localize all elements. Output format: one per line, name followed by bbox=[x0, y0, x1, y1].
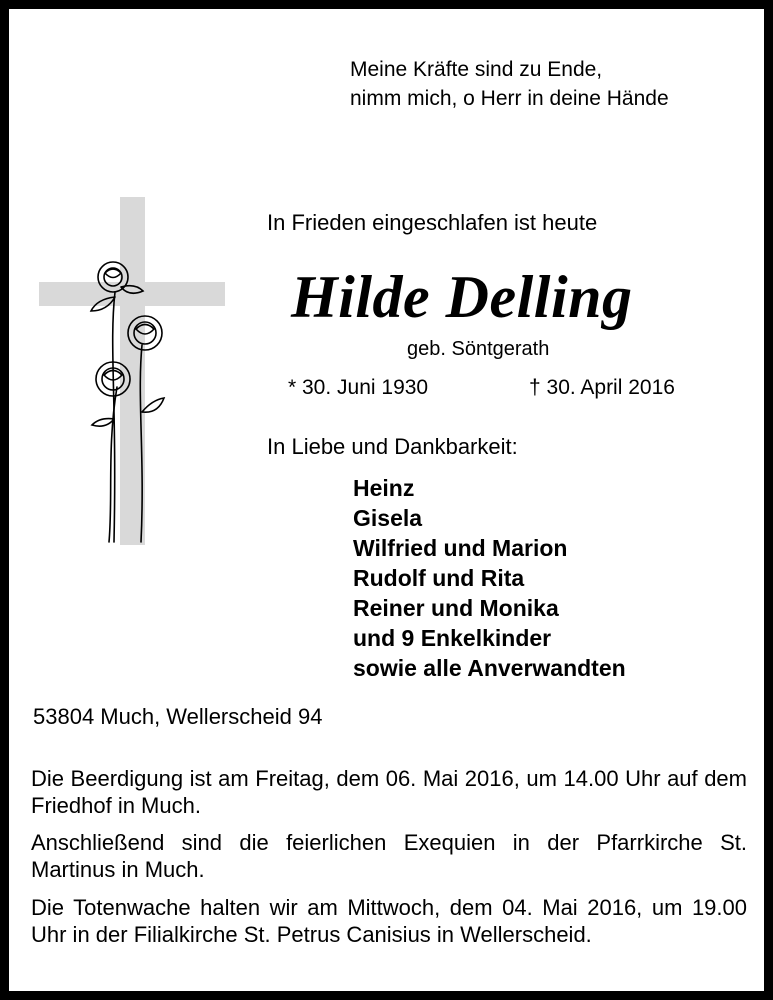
mourner: Reiner und Monika bbox=[353, 595, 559, 621]
maiden-name: geb. Söntgerath bbox=[407, 338, 550, 360]
mourner: sowie alle Anverwandten bbox=[353, 655, 626, 681]
mourner: Wilfried und Marion bbox=[353, 535, 568, 561]
mourners-list bbox=[353, 473, 626, 683]
verse-line-1: Meine Kräfte sind zu Ende, bbox=[350, 58, 603, 81]
vigil-paragraph: Die Totenwache halten wir am Mittwoch, dem 04. Mai 2016, um 19.00 Uhr in der Filialkirche St. Petrus Canisius in Wellerscheid. bbox=[31, 895, 747, 947]
mourner: Heinz bbox=[353, 475, 415, 501]
intro-line: In Frieden eingeschlafen ist heute bbox=[267, 210, 598, 235]
cross-with-roses-icon bbox=[37, 197, 227, 547]
mourner: und 9 Enkelkinder bbox=[353, 625, 552, 651]
love-line: In Liebe und Dankbarkeit: bbox=[267, 434, 518, 459]
address: 53804 Much, Wellerscheid 94 bbox=[33, 704, 323, 729]
mourner: Rudolf und Rita bbox=[353, 565, 525, 591]
death-date: † 30. April 2016 bbox=[529, 376, 675, 399]
mourner: Gisela bbox=[353, 505, 423, 531]
exequies-paragraph: Anschließend sind die feierlichen Exequien in der Pfarrkirche St. Martinus in Much. bbox=[31, 830, 747, 882]
birth-date: * 30. Juni 1930 bbox=[288, 376, 429, 399]
verse-line-2: nimm mich, o Herr in deine Hände bbox=[350, 87, 669, 110]
deceased-name: Hilde Delling bbox=[291, 264, 633, 330]
verse bbox=[350, 55, 669, 113]
funeral-paragraph: Die Beerdigung ist am Freitag, dem 06. Mai 2016, um 14.00 Uhr auf dem Friedhof in Much. bbox=[31, 766, 747, 818]
